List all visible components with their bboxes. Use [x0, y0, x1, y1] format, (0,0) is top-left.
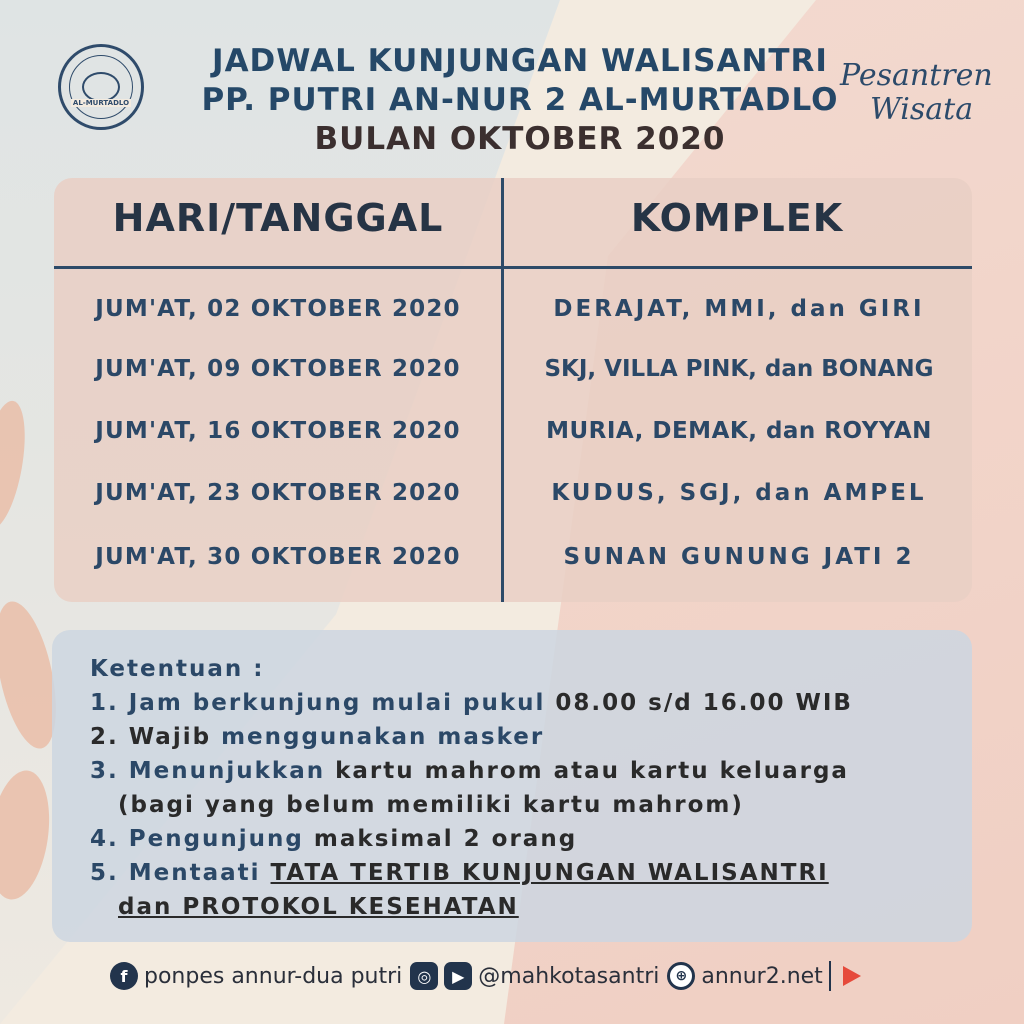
- rule-1: [90, 686, 853, 720]
- column-header-komplek: KOMPLEK: [630, 196, 844, 240]
- rule-3-note: (bagi yang belum memiliki kartu mahrom): [118, 792, 744, 818]
- table-row: [54, 544, 972, 584]
- rule-2-text: 2. Wajib: [90, 724, 222, 750]
- rule-3-detail: kartu mahrom atau kartu keluarga: [335, 758, 849, 784]
- header-divider: [54, 266, 972, 269]
- row-date: JUM'AT, 16 OKTOBER 2020: [95, 418, 461, 444]
- title-line-3: BULAN OKTOBER 2020: [314, 121, 726, 157]
- rule-4-detail: maksimal 2 orang: [313, 826, 578, 852]
- rule-2: [90, 720, 853, 754]
- row-date: JUM'AT, 02 OKTOBER 2020: [95, 296, 461, 322]
- title-line-2: PP. PUTRI AN-NUR 2 AL-MURTADLO: [201, 82, 839, 118]
- seal-text: AL-MURTADLO: [72, 99, 130, 107]
- facebook-handle[interactable]: ponpes annur-dua putri: [144, 963, 403, 989]
- row-komplek: SKJ, VILLA PINK, dan BONANG: [544, 356, 934, 382]
- footer-divider: [829, 961, 831, 991]
- table-row: [54, 418, 972, 458]
- rule-1-hours: 08.00 s/d 16.00 WIB: [555, 690, 853, 716]
- instagram-icon[interactable]: ◎: [410, 962, 438, 990]
- rules-list: [90, 652, 853, 924]
- rule-1-text: 1. Jam berkunjung mulai pukul: [90, 690, 556, 716]
- rule-3-text: 3. Menunjukkan: [90, 758, 336, 784]
- row-komplek: DERAJAT, MMI, dan GIRI: [553, 296, 925, 322]
- pesantren-seal-logo: [58, 44, 144, 130]
- row-komplek: KUDUS, SGJ, dan AMPEL: [551, 480, 927, 506]
- youtube-icon[interactable]: ▶: [444, 962, 472, 990]
- row-komplek: MURIA, DEMAK, dan ROYYAN: [546, 418, 932, 444]
- rule-5-continued: [90, 890, 853, 924]
- pesantren-wisata-logo: [840, 52, 993, 132]
- footer-contacts: [110, 958, 867, 994]
- row-date: JUM'AT, 09 OKTOBER 2020: [95, 356, 461, 382]
- title-line-1: JADWAL KUNJUNGAN WALISANTRI: [212, 43, 828, 79]
- seal-inner-ring: [69, 55, 133, 119]
- globe-icon: [82, 72, 120, 102]
- rule-4-text: 4. Pengunjung: [90, 826, 314, 852]
- column-header-date: HARI/TANGGAL: [112, 196, 444, 240]
- website-globe-icon[interactable]: ⊕: [667, 962, 695, 990]
- row-date: JUM'AT, 30 OKTOBER 2020: [95, 544, 461, 570]
- rule-5: [90, 856, 853, 890]
- facebook-icon[interactable]: f: [110, 962, 138, 990]
- brand-word-2: Wisata: [870, 92, 974, 127]
- rules-heading: Ketentuan :: [90, 656, 265, 682]
- rule-5-text: 5. Mentaati: [90, 860, 271, 886]
- table-row: [54, 356, 972, 396]
- rule-5-detail: TATA TERTIB KUNJUNGAN WALISANTRI: [270, 860, 829, 886]
- rule-3: [90, 754, 853, 788]
- media-logo-icon: [839, 962, 867, 990]
- schedule-table: [54, 178, 972, 602]
- rule-4: [90, 822, 853, 856]
- rule-2-detail: menggunakan masker: [221, 724, 545, 750]
- table-row: [54, 296, 972, 336]
- rule-5-detail-2: dan PROTOKOL KESEHATAN: [118, 894, 519, 920]
- website-link[interactable]: annur2.net: [701, 963, 823, 989]
- media-logo-triangle: [843, 966, 861, 986]
- brand-word-1: Pesantren: [840, 58, 993, 93]
- rules-panel: [52, 630, 972, 942]
- table-row: [54, 480, 972, 520]
- page-title: [160, 42, 880, 159]
- social-handle[interactable]: @mahkotasantri: [478, 963, 660, 989]
- row-date: JUM'AT, 23 OKTOBER 2020: [95, 480, 461, 506]
- row-komplek: SUNAN GUNUNG JATI 2: [563, 544, 915, 570]
